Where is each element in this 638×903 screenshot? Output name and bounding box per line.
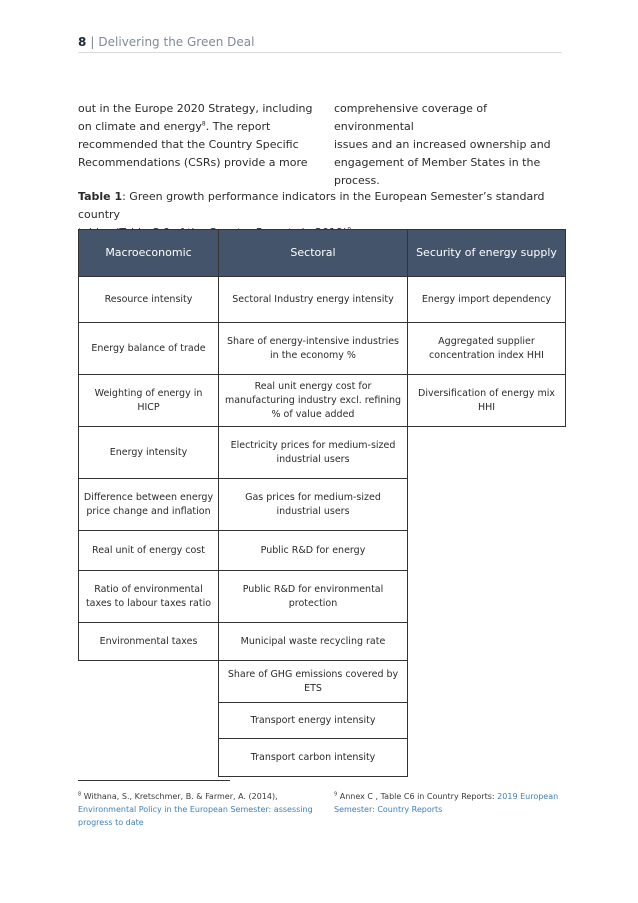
caption-label: Table 1 bbox=[78, 190, 123, 203]
table-cell: Resource intensity bbox=[79, 277, 219, 323]
table-cell bbox=[408, 427, 566, 479]
body-text: . The report bbox=[205, 120, 271, 133]
table-cell bbox=[79, 661, 219, 703]
page-header bbox=[78, 35, 254, 49]
table-row bbox=[79, 277, 566, 323]
table-cell bbox=[79, 739, 219, 777]
footnote-mark: 9 bbox=[334, 791, 338, 798]
footnote-ref[interactable]: 8 bbox=[201, 120, 206, 128]
body-line: engagement of Member States in the bbox=[334, 156, 541, 169]
footnote-divider bbox=[78, 780, 230, 781]
table-cell: Transport carbon intensity bbox=[219, 739, 408, 777]
table-row bbox=[79, 571, 566, 623]
table-cell: Real unit energy cost for manufacturing industry excl. refining % of value added bbox=[219, 375, 408, 427]
table-cell: Difference between energy price change and inflation bbox=[79, 479, 219, 531]
body-line: recommended that the Country Specific bbox=[78, 138, 299, 151]
page-number: 8 bbox=[78, 35, 87, 49]
table-row bbox=[79, 427, 566, 479]
table-cell bbox=[408, 531, 566, 571]
table-cell: Transport energy intensity bbox=[219, 703, 408, 739]
body-line: Recommendations (CSRs) provide a more bbox=[78, 156, 308, 169]
body-column-left bbox=[78, 100, 314, 172]
table-cell: Share of energy-intensive industries in the economy % bbox=[219, 323, 408, 375]
footnote-9 bbox=[334, 790, 562, 816]
table-row bbox=[79, 739, 566, 777]
footnote-text: Annex C , Table C6 in Country Reports: bbox=[339, 792, 495, 801]
indicators-table bbox=[78, 229, 566, 777]
body-line: out in the Europe 2020 Strategy, including bbox=[78, 102, 313, 115]
column-header-security: Security of energy supply bbox=[408, 230, 566, 277]
table-cell: Weighting of energy in HICP bbox=[79, 375, 219, 427]
table-row bbox=[79, 531, 566, 571]
table-cell: Aggregated supplier concentration index HHI bbox=[408, 323, 566, 375]
header-separator: | bbox=[90, 35, 95, 49]
column-header-macroeconomic: Macroeconomic bbox=[79, 230, 219, 277]
table-cell: Public R&D for energy bbox=[219, 531, 408, 571]
table-cell bbox=[408, 479, 566, 531]
table-header-row bbox=[79, 230, 566, 277]
table-cell: Energy intensity bbox=[79, 427, 219, 479]
header-divider bbox=[78, 52, 562, 53]
table-cell: Energy balance of trade bbox=[79, 323, 219, 375]
table-row bbox=[79, 375, 566, 427]
table-row bbox=[79, 623, 566, 661]
caption-text: : Green growth performance indicators in the European Semester’s standard country bbox=[78, 190, 545, 221]
table-cell: Electricity prices for medium-sized industrial users bbox=[219, 427, 408, 479]
table-cell: Sectoral Industry energy intensity bbox=[219, 277, 408, 323]
column-header-sectoral: Sectoral bbox=[219, 230, 408, 277]
table-row bbox=[79, 479, 566, 531]
table-cell: Share of GHG emissions covered by ETS bbox=[219, 661, 408, 703]
table-cell: Municipal waste recycling rate bbox=[219, 623, 408, 661]
body-line: process. bbox=[334, 174, 380, 187]
table-body bbox=[79, 277, 566, 777]
table-cell: Real unit of energy cost bbox=[79, 531, 219, 571]
body-line: comprehensive coverage of environmental bbox=[334, 102, 487, 133]
table-cell bbox=[408, 623, 566, 661]
table-row bbox=[79, 661, 566, 703]
caption-line bbox=[78, 188, 562, 224]
table-row bbox=[79, 703, 566, 739]
header-title: Delivering the Green Deal bbox=[98, 35, 255, 49]
table-cell: Gas prices for medium-sized industrial users bbox=[219, 479, 408, 531]
table-cell: Energy import dependency bbox=[408, 277, 566, 323]
footnote-link[interactable]: Environmental Policy in the European Semester: assessing progress to date bbox=[78, 805, 313, 827]
table-cell bbox=[408, 661, 566, 703]
table-cell: Public R&D for environmental protection bbox=[219, 571, 408, 623]
table-cell: Ratio of environmental taxes to labour taxes ratio bbox=[79, 571, 219, 623]
body-text: on climate and energy bbox=[78, 120, 202, 133]
footnote-mark: 8 bbox=[78, 791, 82, 798]
table-cell bbox=[79, 703, 219, 739]
table-cell bbox=[408, 703, 566, 739]
table-cell bbox=[408, 571, 566, 623]
table-row bbox=[79, 323, 566, 375]
table-cell bbox=[408, 739, 566, 777]
footnote-text: Withana, S., Kretschmer, B. & Farmer, A. (2014), bbox=[83, 792, 278, 801]
body-column-right bbox=[334, 100, 562, 190]
footnote-8 bbox=[78, 790, 318, 829]
table-cell: Environmental taxes bbox=[79, 623, 219, 661]
body-line: issues and an increased ownership and bbox=[334, 138, 551, 151]
table-cell: Diversification of energy mix HHI bbox=[408, 375, 566, 427]
footnote-link[interactable]: 2019 European Semester: Country Reports bbox=[334, 792, 559, 814]
body-line bbox=[78, 118, 314, 136]
